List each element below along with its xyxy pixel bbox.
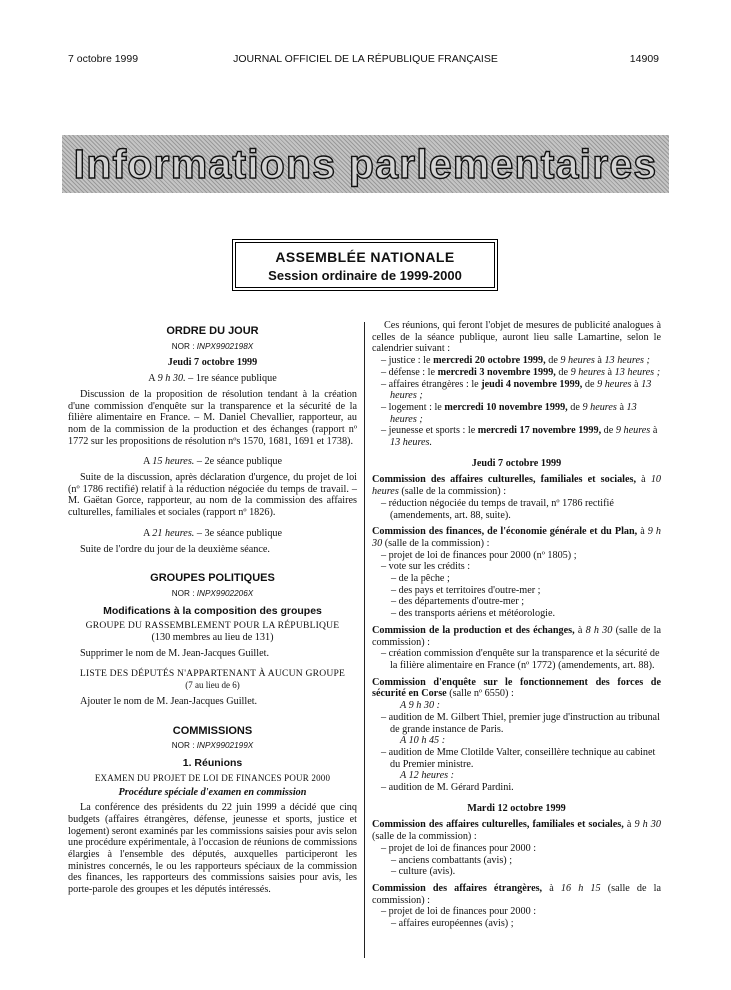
commission-1-heading: Commission des affaires culturelles, familiales et sociales, à 10 heures (salle de la commission) : [372, 474, 661, 498]
group-rpr-members: (130 membres au lieu de 131) [151, 632, 274, 644]
groupes-politiques-title: GROUPES POLITIQUES [150, 572, 275, 585]
commission-4-time-3: A 12 heures : [400, 770, 455, 782]
calendar-entry: – jeunesse et sports : le mercredi 17 novembre 1999, de 9 heures à 13 heures. [381, 425, 658, 449]
commission-6-heading: Commission des affaires étrangères, à 16 h 15 (salle de la commission) : [372, 882, 662, 906]
list-item: – anciens combattants (avis) ; [391, 854, 513, 866]
list-item: – affaires européennes (avis) ; [391, 918, 514, 930]
commissions-title: COMMISSIONS [172, 724, 253, 737]
commission-3-items [372, 648, 661, 671]
seance-1-heading: A 9 h 30. – 1re séance publique [148, 373, 277, 385]
commission-2-items [372, 550, 661, 573]
column-divider [364, 322, 365, 958]
commission-4-time-2: A 10 h 45 : [400, 735, 446, 747]
banner-title: Informations parlementaires [73, 140, 658, 187]
list-item: – des pays et territoires d'outre-mer ; [391, 584, 541, 596]
commission-4-item-3: – audition de M. Gérard Pardini. [381, 782, 514, 794]
commission-5-items [372, 843, 661, 855]
seance-3-body: Suite de l'ordre du jour de la deuxième séance. [80, 543, 270, 555]
reunions-title: 1. Réunions [182, 756, 243, 769]
calendar-entry: – affaires étrangères : le jeudi 4 novembre 1999, de 9 heures à 13 heures ; [381, 378, 652, 402]
calendar-intro: Ces réunions, qui feront l'objet de mesures de publicité analogues à celles de la séance publique, auront lieu salle Lamartine, selon le calendrier suivant : [372, 320, 661, 355]
assembly-box [235, 242, 495, 288]
seance-1-body: Discussion de la proposition de résolution tendant à la création d'une commission d'enquête sur la transparence et la sécurité de la filière alimentaire en France. – M. Daniel Chevallier, rapporteur, au nom de la commission de la production et des échanges (rapport nº 1772 sur les propositions de résolution nºs 1570, 1681, 1691 et 1738). [68, 388, 357, 447]
commission-5-subitems [372, 855, 661, 878]
list-item: – projet de loi de finances pour 2000 (nº 1805) ; [381, 549, 577, 561]
list-item: – de la pêche ; [391, 573, 450, 585]
group-rpr-name: GROUPE DU RASSEMBLEMENT POUR LA RÉPUBLIQUE [85, 620, 340, 632]
commission-4-time-1: A 9 h 30 : [400, 700, 440, 712]
commission-4-item-2: – audition de Mme Clotilde Valter, conseillère technique au cabinet du Premier ministre. [381, 746, 656, 770]
nor-line-2: NOR : INPX9902206X [171, 588, 254, 598]
calendar-entry: – logement : le mercredi 10 novembre 1999, de 9 heures à 13 heures ; [381, 401, 637, 425]
procedure-body: La conférence des présidents du 22 juin 1999 a décidé que cinq budgets (affaires étrangères, défense, jeunesse et sports, justice et logement) seront examinés par les commissions saisies pour avis selon une procédure expérimentale, à l'occasion de réunions de commissions élargies à l'ensemble des députés, auxquelles participeront les ministres concernés, le ou les rapporteurs spéciaux de la commission des finances, les rapporteurs des commissions saisies pour avis, les porte-parole des groupes et les députés intéressés. [68, 802, 357, 896]
agenda-date: Jeudi 7 octobre 1999 [167, 357, 258, 369]
modifications-title: Modifications à la composition des groupes [103, 604, 322, 617]
examen-title: EXAMEN DU PROJET DE LOI DE FINANCES POUR 2000 [94, 772, 331, 783]
calendar-entry: – défense : le mercredi 3 novembre 1999, de 9 heures à 13 heures ; [381, 366, 661, 378]
commission-1-items [372, 498, 661, 521]
list-item: – projet de loi de finances pour 2000 : [381, 842, 537, 854]
ordre-du-jour-title: ORDRE DU JOUR [166, 325, 259, 337]
commission-2-subitems [372, 573, 661, 620]
seance-2-heading: A 15 heures. – 2e séance publique [142, 456, 283, 468]
list-item: – des transports aériens et météorologie. [391, 608, 556, 620]
procedure-title: Procédure spéciale d'examen en commission [118, 787, 307, 799]
commission-6-items [372, 906, 661, 918]
section-banner [62, 135, 669, 193]
commission-4-heading: Commission d'enquête sur le fonctionnement des forces de sécurité en Corse (salle nº 6550) : [372, 676, 661, 700]
left-column [68, 320, 357, 896]
header-page-number: 14909 [629, 53, 659, 65]
commission-5-heading: Commission des affaires culturelles, familiales et sociales, à 9 h 30 (salle de la commission) : [372, 819, 661, 843]
calendar-list [372, 355, 661, 449]
nor-line-3: NOR : INPX9902199X [171, 741, 254, 751]
commission-6-subitems [372, 918, 661, 930]
commission-3-heading: Commission de la production et des échanges, à 8 h 30 (salle de la commission) : [372, 624, 661, 648]
list-item: – vote sur les crédits : [381, 561, 471, 573]
commission-2-heading: Commission des finances, de l'économie générale et du Plan, à 9 h 30 (salle de la commission) : [372, 526, 662, 549]
calendar-entry: – justice : le mercredi 20 octobre 1999, de 9 heures à 13 heures ; [381, 355, 650, 367]
assembly-session: Session ordinaire de 1999-2000 [268, 268, 462, 283]
nor-line-1: NOR : INPX9902198X [171, 341, 254, 351]
group-ni-action: Ajouter le nom de M. Jean-Jacques Guillet. [80, 695, 258, 707]
day-2-heading: Mardi 12 octobre 1999 [467, 802, 566, 814]
day-1-heading: Jeudi 7 octobre 1999 [471, 457, 562, 469]
list-item: – création commission d'enquête sur la transparence et la sécurité de la filière alimentaire en France (nº 1772) (amendements, art. 88). [381, 648, 660, 671]
list-item: – projet de loi de finances pour 2000 : [381, 906, 537, 918]
list-item: – réduction négociée du temps de travail, nº 1786 rectifié (amendements, art. 88, suite). [381, 497, 614, 521]
group-rpr-action: Supprimer le nom de M. Jean-Jacques Guillet. [80, 647, 269, 659]
header-date: 7 octobre 1999 [68, 53, 139, 65]
group-ni-name: LISTE DES DÉPUTÉS N'APPARTENANT À AUCUN GROUPE [79, 668, 346, 680]
commission-4-item-1: – audition de M. Gilbert Thiel, premier juge d'instruction au tribunal de grande instance de Paris. [381, 711, 660, 735]
list-item: – des départements d'outre-mer ; [391, 596, 525, 608]
right-column [372, 320, 661, 930]
list-item: – culture (avis). [391, 866, 456, 878]
seance-2-body: Suite de la discussion, après déclaration d'urgence, du projet de loi (nº 1786 rectifié) relatif à la réduction négociée du temps de travail. – M. Gaëtan Gorce, rapporteur, au nom de la commission des affaires culturelles, familiales et sociales (rapport nº 1826). [68, 472, 357, 519]
header-journal-title: JOURNAL OFFICIEL DE LA RÉPUBLIQUE FRANÇAISE [233, 53, 498, 65]
seance-3-heading: A 21 heures. – 3e séance publique [142, 527, 283, 539]
group-ni-members: (7 au lieu de 6) [185, 680, 240, 691]
assembly-title: ASSEMBLÉE NATIONALE [275, 249, 455, 265]
